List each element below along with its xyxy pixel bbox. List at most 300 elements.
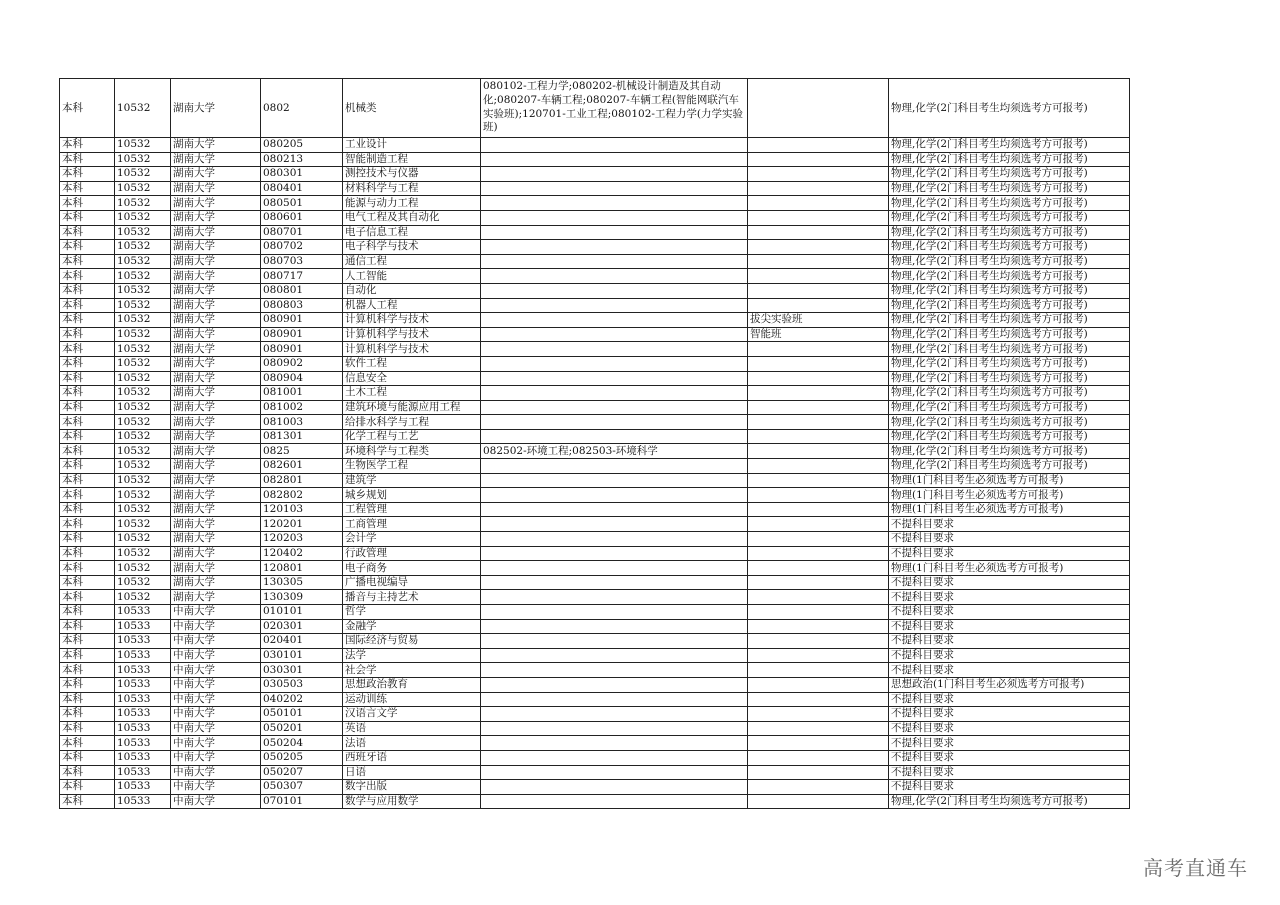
school-name-cell: 中南大学 [171,677,261,692]
level-cell: 本科 [60,167,115,182]
remark-cell [748,473,889,488]
school-code-cell: 10532 [115,225,171,240]
major-name-cell: 能源与动力工程 [343,196,481,211]
school-code-cell: 10532 [115,532,171,547]
subject-requirement-cell: 不提科目要求 [889,750,1130,765]
remark-cell [748,181,889,196]
table-row [60,444,1130,459]
level-cell: 本科 [60,677,115,692]
major-code-cell: 120201 [261,517,343,532]
remark-cell [748,546,889,561]
major-code-cell: 080717 [261,269,343,284]
table-row [60,356,1130,371]
major-code-cell: 050201 [261,721,343,736]
level-cell: 本科 [60,532,115,547]
subject-requirement-cell: 物理,化学(2门科目考生均须选考方可报考) [889,152,1130,167]
included-majors-cell [481,298,748,313]
remark-cell [748,692,889,707]
included-majors-cell [481,400,748,415]
school-code-cell: 10532 [115,371,171,386]
major-name-cell: 建筑环境与能源应用工程 [343,400,481,415]
table-row [60,707,1130,722]
school-code-cell: 10532 [115,138,171,153]
remark-cell [748,167,889,182]
included-majors-cell [481,707,748,722]
major-name-cell: 会计学 [343,532,481,547]
major-name-cell: 播音与主持艺术 [343,590,481,605]
school-code-cell: 10532 [115,283,171,298]
school-name-cell: 湖南大学 [171,196,261,211]
major-code-cell: 081001 [261,386,343,401]
major-name-cell: 电子信息工程 [343,225,481,240]
remark-cell [748,736,889,751]
school-name-cell: 湖南大学 [171,254,261,269]
included-majors-cell [481,181,748,196]
table-row [60,473,1130,488]
remark-cell [748,429,889,444]
subject-requirement-cell: 物理,化学(2门科目考生均须选考方可报考) [889,342,1130,357]
level-cell: 本科 [60,561,115,576]
school-code-cell: 10533 [115,677,171,692]
major-name-cell: 思想政治教育 [343,677,481,692]
major-code-cell: 030503 [261,677,343,692]
remark-cell [748,400,889,415]
major-code-cell: 120801 [261,561,343,576]
table-row [60,79,1130,138]
included-majors-cell: 080102-工程力学;080202-机械设计制造及其自动化;080207-车辆工程;080207-车辆工程(智能网联汽车实验班);120701-工业工程;080102-工程力学(力学实验班) [481,79,748,138]
included-majors-cell [481,648,748,663]
school-code-cell: 10532 [115,181,171,196]
remark-cell [748,663,889,678]
table-row [60,750,1130,765]
major-name-cell: 人工智能 [343,269,481,284]
included-majors-cell [481,342,748,357]
remark-cell [748,386,889,401]
remark-cell [748,356,889,371]
subject-requirement-cell: 物理,化学(2门科目考生均须选考方可报考) [889,794,1130,809]
subject-requirement-cell: 不提科目要求 [889,707,1130,722]
subject-requirement-cell: 物理,化学(2门科目考生均须选考方可报考) [889,313,1130,328]
remark-cell [748,283,889,298]
subject-requirement-cell: 不提科目要求 [889,648,1130,663]
level-cell: 本科 [60,283,115,298]
remark-cell [748,605,889,620]
major-name-cell: 广播电视编导 [343,575,481,590]
subject-requirement-cell: 物理,化学(2门科目考生均须选考方可报考) [889,167,1130,182]
major-code-cell: 080901 [261,327,343,342]
school-name-cell: 湖南大学 [171,400,261,415]
major-name-cell: 英语 [343,721,481,736]
major-code-cell: 080801 [261,283,343,298]
school-code-cell: 10532 [115,590,171,605]
level-cell: 本科 [60,313,115,328]
school-name-cell: 湖南大学 [171,240,261,255]
major-code-cell: 020301 [261,619,343,634]
school-name-cell: 湖南大学 [171,546,261,561]
major-code-cell: 080702 [261,240,343,255]
remark-cell [748,225,889,240]
school-code-cell: 10532 [115,429,171,444]
school-name-cell: 湖南大学 [171,298,261,313]
included-majors-cell [481,152,748,167]
major-code-cell: 080205 [261,138,343,153]
school-code-cell: 10533 [115,780,171,795]
subject-requirement-cell: 物理,化学(2门科目考生均须选考方可报考) [889,459,1130,474]
included-majors-cell: 082502-环境工程;082503-环境科学 [481,444,748,459]
included-majors-cell [481,692,748,707]
school-name-cell: 湖南大学 [171,210,261,225]
school-code-cell: 10532 [115,473,171,488]
major-code-cell: 120402 [261,546,343,561]
included-majors-cell [481,517,748,532]
table-row [60,721,1130,736]
school-code-cell: 10532 [115,459,171,474]
level-cell: 本科 [60,692,115,707]
included-majors-cell [481,750,748,765]
school-name-cell: 中南大学 [171,634,261,649]
school-code-cell: 10533 [115,721,171,736]
school-name-cell: 中南大学 [171,765,261,780]
school-code-cell: 10532 [115,444,171,459]
level-cell: 本科 [60,750,115,765]
school-name-cell: 中南大学 [171,750,261,765]
level-cell: 本科 [60,473,115,488]
major-code-cell: 080601 [261,210,343,225]
subject-requirement-cell: 物理(1门科目考生必须选考方可报考) [889,561,1130,576]
major-name-cell: 测控技术与仪器 [343,167,481,182]
subject-requirement-cell: 物理(1门科目考生必须选考方可报考) [889,502,1130,517]
major-name-cell: 工商管理 [343,517,481,532]
subject-requirement-cell: 不提科目要求 [889,532,1130,547]
remark-cell [748,619,889,634]
school-code-cell: 10532 [115,415,171,430]
level-cell: 本科 [60,225,115,240]
remark-cell [748,750,889,765]
school-name-cell: 中南大学 [171,707,261,722]
remark-cell [748,152,889,167]
remark-cell [748,561,889,576]
major-code-cell: 081301 [261,429,343,444]
school-name-cell: 湖南大学 [171,473,261,488]
school-name-cell: 湖南大学 [171,269,261,284]
school-name-cell: 湖南大学 [171,167,261,182]
table-row [60,648,1130,663]
remark-cell [748,677,889,692]
level-cell: 本科 [60,298,115,313]
school-code-cell: 10532 [115,152,171,167]
included-majors-cell [481,794,748,809]
subject-requirement-cell: 不提科目要求 [889,619,1130,634]
table-row [60,240,1130,255]
major-code-cell: 130305 [261,575,343,590]
school-code-cell: 10532 [115,79,171,138]
school-code-cell: 10533 [115,648,171,663]
subject-requirement-cell: 物理,化学(2门科目考生均须选考方可报考) [889,210,1130,225]
included-majors-cell [481,429,748,444]
remark-cell [748,342,889,357]
remark-cell [748,459,889,474]
major-name-cell: 智能制造工程 [343,152,481,167]
school-code-cell: 10532 [115,342,171,357]
table-row [60,532,1130,547]
major-name-cell: 运动训练 [343,692,481,707]
major-code-cell: 080401 [261,181,343,196]
subject-requirement-cell: 物理,化学(2门科目考生均须选考方可报考) [889,429,1130,444]
school-code-cell: 10532 [115,517,171,532]
school-code-cell: 10533 [115,736,171,751]
remark-cell [748,210,889,225]
major-code-cell: 040202 [261,692,343,707]
remark-cell [748,780,889,795]
included-majors-cell [481,575,748,590]
school-code-cell: 10532 [115,488,171,503]
level-cell: 本科 [60,736,115,751]
major-code-cell: 0825 [261,444,343,459]
major-name-cell: 材料科学与工程 [343,181,481,196]
school-name-cell: 湖南大学 [171,532,261,547]
remark-cell [748,138,889,153]
remark-cell [748,648,889,663]
major-name-cell: 计算机科学与技术 [343,313,481,328]
level-cell: 本科 [60,400,115,415]
remark-cell [748,444,889,459]
subject-requirement-cell: 物理,化学(2门科目考生均须选考方可报考) [889,327,1130,342]
table-row [60,605,1130,620]
subject-requirement-cell: 物理,化学(2门科目考生均须选考方可报考) [889,444,1130,459]
table-row [60,765,1130,780]
included-majors-cell [481,196,748,211]
school-code-cell: 10533 [115,794,171,809]
school-name-cell: 湖南大学 [171,181,261,196]
school-name-cell: 湖南大学 [171,225,261,240]
subject-requirement-cell: 物理,化学(2门科目考生均须选考方可报考) [889,254,1130,269]
subject-requirement-cell: 物理,化学(2门科目考生均须选考方可报考) [889,400,1130,415]
major-code-cell: 050307 [261,780,343,795]
level-cell: 本科 [60,765,115,780]
major-code-cell: 070101 [261,794,343,809]
major-code-cell: 082801 [261,473,343,488]
school-code-cell: 10532 [115,298,171,313]
school-code-cell: 10532 [115,196,171,211]
school-name-cell: 湖南大学 [171,590,261,605]
table-row [60,634,1130,649]
table-row [60,415,1130,430]
major-code-cell: 050204 [261,736,343,751]
remark-cell [748,298,889,313]
school-code-cell: 10532 [115,575,171,590]
school-name-cell: 湖南大学 [171,313,261,328]
table-row [60,181,1130,196]
school-name-cell: 湖南大学 [171,488,261,503]
level-cell: 本科 [60,488,115,503]
school-name-cell: 湖南大学 [171,138,261,153]
school-name-cell: 中南大学 [171,619,261,634]
included-majors-cell [481,225,748,240]
major-code-cell: 080901 [261,342,343,357]
major-code-cell: 080904 [261,371,343,386]
major-name-cell: 环境科学与工程类 [343,444,481,459]
remark-cell [748,488,889,503]
school-name-cell: 湖南大学 [171,429,261,444]
subject-requirement-cell: 不提科目要求 [889,575,1130,590]
major-code-cell: 030101 [261,648,343,663]
major-name-cell: 机器人工程 [343,298,481,313]
table-row [60,692,1130,707]
major-name-cell: 建筑学 [343,473,481,488]
subject-requirement-cell: 物理,化学(2门科目考生均须选考方可报考) [889,269,1130,284]
level-cell: 本科 [60,590,115,605]
major-name-cell: 计算机科学与技术 [343,342,481,357]
subject-requirement-cell: 物理,化学(2门科目考生均须选考方可报考) [889,298,1130,313]
remark-cell [748,634,889,649]
major-name-cell: 社会学 [343,663,481,678]
major-code-cell: 081003 [261,415,343,430]
major-name-cell: 生物医学工程 [343,459,481,474]
level-cell: 本科 [60,356,115,371]
school-name-cell: 湖南大学 [171,342,261,357]
level-cell: 本科 [60,444,115,459]
level-cell: 本科 [60,648,115,663]
school-name-cell: 湖南大学 [171,371,261,386]
remark-cell [748,269,889,284]
level-cell: 本科 [60,210,115,225]
subject-requirement-cell: 物理,化学(2门科目考生均须选考方可报考) [889,356,1130,371]
table-row [60,736,1130,751]
subject-requirement-cell: 不提科目要求 [889,517,1130,532]
included-majors-cell [481,488,748,503]
major-code-cell: 080901 [261,313,343,328]
table-row [60,590,1130,605]
included-majors-cell [481,663,748,678]
school-code-cell: 10533 [115,750,171,765]
level-cell: 本科 [60,196,115,211]
included-majors-cell [481,736,748,751]
school-code-cell: 10533 [115,692,171,707]
major-name-cell: 数学与应用数学 [343,794,481,809]
school-name-cell: 中南大学 [171,721,261,736]
major-code-cell: 080301 [261,167,343,182]
table-row [60,561,1130,576]
major-code-cell: 082802 [261,488,343,503]
remark-cell [748,765,889,780]
subject-requirement-cell: 物理,化学(2门科目考生均须选考方可报考) [889,386,1130,401]
level-cell: 本科 [60,79,115,138]
major-code-cell: 120203 [261,532,343,547]
level-cell: 本科 [60,663,115,678]
school-code-cell: 10532 [115,313,171,328]
remark-cell [748,721,889,736]
remark-cell [748,575,889,590]
level-cell: 本科 [60,517,115,532]
table-row [60,342,1130,357]
major-name-cell: 数字出版 [343,780,481,795]
school-code-cell: 10533 [115,765,171,780]
school-code-cell: 10533 [115,707,171,722]
included-majors-cell [481,502,748,517]
subject-requirement-cell: 不提科目要求 [889,736,1130,751]
major-name-cell: 化学工程与工艺 [343,429,481,444]
included-majors-cell [481,327,748,342]
subject-requirement-cell: 不提科目要求 [889,721,1130,736]
major-name-cell: 自动化 [343,283,481,298]
major-name-cell: 软件工程 [343,356,481,371]
subject-requirement-cell: 物理,化学(2门科目考生均须选考方可报考) [889,415,1130,430]
school-code-cell: 10533 [115,605,171,620]
school-code-cell: 10532 [115,167,171,182]
major-code-cell: 080703 [261,254,343,269]
subject-requirement-cell: 不提科目要求 [889,634,1130,649]
school-name-cell: 湖南大学 [171,79,261,138]
school-name-cell: 中南大学 [171,648,261,663]
school-name-cell: 湖南大学 [171,327,261,342]
school-code-cell: 10533 [115,619,171,634]
school-name-cell: 湖南大学 [171,561,261,576]
school-name-cell: 湖南大学 [171,283,261,298]
school-name-cell: 中南大学 [171,794,261,809]
level-cell: 本科 [60,502,115,517]
school-code-cell: 10532 [115,356,171,371]
school-code-cell: 10532 [115,210,171,225]
remark-cell [748,415,889,430]
level-cell: 本科 [60,138,115,153]
level-cell: 本科 [60,794,115,809]
subject-requirement-cell: 物理,化学(2门科目考生均须选考方可报考) [889,283,1130,298]
major-code-cell: 050101 [261,707,343,722]
table-row [60,619,1130,634]
remark-cell [748,371,889,386]
included-majors-cell [481,210,748,225]
table-row [60,459,1130,474]
remark-cell: 智能班 [748,327,889,342]
table-row [60,386,1130,401]
major-code-cell: 010101 [261,605,343,620]
school-name-cell: 中南大学 [171,663,261,678]
major-code-cell: 080701 [261,225,343,240]
school-code-cell: 10532 [115,269,171,284]
remark-cell [748,254,889,269]
major-name-cell: 信息安全 [343,371,481,386]
level-cell: 本科 [60,254,115,269]
school-code-cell: 10532 [115,561,171,576]
included-majors-cell [481,386,748,401]
table-body [60,79,1130,809]
remark-cell [748,79,889,138]
included-majors-cell [481,459,748,474]
included-majors-cell [481,721,748,736]
table-row [60,517,1130,532]
major-name-cell: 行政管理 [343,546,481,561]
school-name-cell: 湖南大学 [171,517,261,532]
level-cell: 本科 [60,181,115,196]
major-name-cell: 哲学 [343,605,481,620]
subject-requirement-cell: 不提科目要求 [889,692,1130,707]
included-majors-cell [481,765,748,780]
included-majors-cell [481,634,748,649]
included-majors-cell [481,532,748,547]
school-name-cell: 中南大学 [171,736,261,751]
level-cell: 本科 [60,780,115,795]
school-name-cell: 中南大学 [171,692,261,707]
table-row [60,780,1130,795]
level-cell: 本科 [60,327,115,342]
table-row [60,152,1130,167]
subject-requirement-cell: 物理,化学(2门科目考生均须选考方可报考) [889,138,1130,153]
school-name-cell: 湖南大学 [171,575,261,590]
major-code-cell: 050207 [261,765,343,780]
school-code-cell: 10532 [115,400,171,415]
level-cell: 本科 [60,415,115,430]
school-name-cell: 湖南大学 [171,386,261,401]
